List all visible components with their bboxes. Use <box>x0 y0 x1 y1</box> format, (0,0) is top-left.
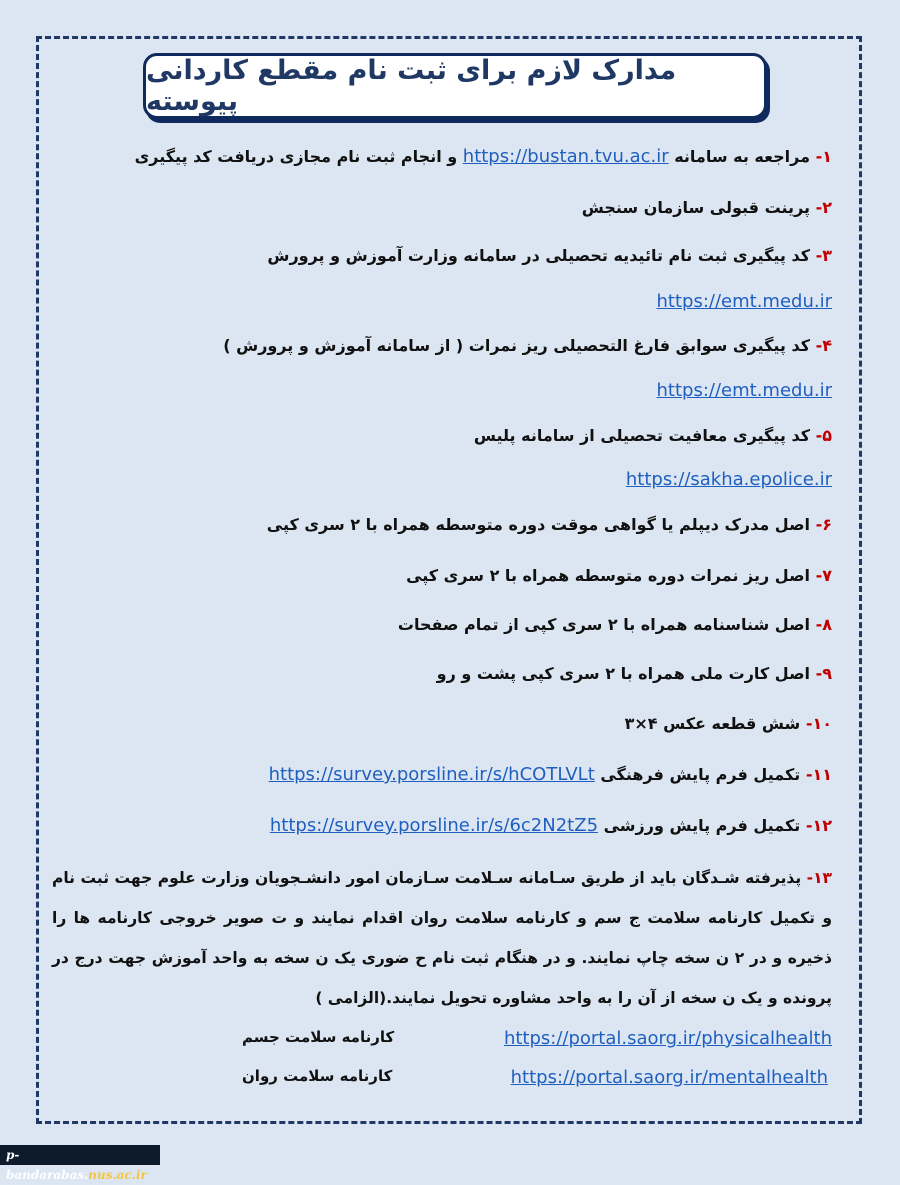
porsline-sport-link[interactable]: https://survey.porsline.ir/s/6c2N2tZ5 <box>269 815 599 836</box>
emt-link[interactable]: https://emt.medu.ir <box>656 291 832 312</box>
watermark-accent: nus.ac.ir <box>88 1168 147 1182</box>
item-number: ۶- <box>815 515 832 534</box>
item-text: تکمیل فرم پایش ورزشی <box>598 816 806 835</box>
item-number: ۱- <box>815 147 832 166</box>
item-number: ۴- <box>815 336 832 355</box>
epolice-link[interactable]: https://sakha.epolice.ir <box>625 469 832 490</box>
item-number: ۹- <box>815 664 832 683</box>
list-item-13 <box>52 858 832 1018</box>
item-number: ۷- <box>815 566 832 585</box>
list-item-7 <box>406 566 832 585</box>
mental-health-link[interactable]: https://portal.saorg.ir/mentalhealth <box>510 1067 828 1088</box>
item-text: پذیرفته شـدگان باید از طریق سـامانه سـلامت سـازمان امور دانشـجویان وزارت علوم جهت ثبت نام و تکمیل کارنامه سلامت ج سم و کارنامه سلامت روان اقدام نمایند و ت صویر خروجی کارنامه ها را ذخیره و در ۲ ن سخه چاپ نمایند. و در هنگام ثبت نام ح ضوری یک ن سخه به واحد آموزش جهت درج در پرونده و یک ن سخه از آن را به واحد مشاوره تحویل نمایند.(الزامی ) <box>52 869 832 1007</box>
list-item-11 <box>269 764 832 785</box>
watermark-prefix: p-bandarabas. <box>6 1148 89 1182</box>
item-text: شش قطعه عکس ۴×۳ <box>624 714 806 733</box>
item-number: ۳- <box>815 246 832 265</box>
list-item-1 <box>135 146 832 167</box>
porsline-culture-link[interactable]: https://survey.porsline.ir/s/hCOTLVLt <box>268 764 595 785</box>
list-item-9 <box>437 664 832 683</box>
item-text: اصل شناسنامه همراه با ۲ سری کپی از تمام صفحات <box>397 615 816 634</box>
physical-health-row <box>504 1028 832 1049</box>
site-watermark <box>0 1145 160 1182</box>
list-item-2 <box>582 198 832 217</box>
item-text: اصل مدرک دیپلم یا گواهی موقت دوره متوسطه همراه با ۲ سری کپی <box>266 515 816 534</box>
item-text: کد پیگیری ثبت نام تائیدیه تحصیلی در سامانه وزارت آموزش و پرورش <box>267 246 816 265</box>
item-text: پرینت قبولی سازمان سنجش <box>581 198 816 217</box>
item-text: کد پیگیری معافیت تحصیلی از سامانه پلیس <box>473 426 816 445</box>
item-text: کد پیگیری سوابق فارغ التحصیلی ریز نمرات ( از سامانه آموزش و پرورش ) <box>223 336 816 355</box>
list-item-10 <box>625 714 832 733</box>
item-number: ۵- <box>815 426 832 445</box>
item-number: ۸- <box>815 615 832 634</box>
bustan-link[interactable]: https://bustan.tvu.ac.ir <box>462 146 669 167</box>
item-number: ۱۰- <box>805 714 832 733</box>
item-number: ۱۲- <box>805 816 832 835</box>
list-item-8 <box>398 615 832 634</box>
title-box <box>143 53 767 119</box>
link-line-4 <box>657 380 832 401</box>
list-item-4 <box>223 336 832 355</box>
item-text: مراجعه به سامانه <box>668 147 816 166</box>
item-text: و انجام ثبت نام مجازی دریافت کد پیگیری <box>134 147 463 166</box>
mental-health-row <box>511 1067 828 1088</box>
list-item-5 <box>474 426 832 445</box>
item-number: ۱۱- <box>805 765 832 784</box>
item-text: اصل کارت ملی همراه با ۲ سری کپی پشت و رو <box>436 664 816 683</box>
physical-health-label: کارنامه سلامت جسم <box>242 1028 395 1046</box>
page-title: مدارک لازم برای ثبت نام مقطع کاردانی پیوسته <box>146 55 677 117</box>
item-number: ۲- <box>815 198 832 217</box>
item-text: تکمیل فرم پایش فرهنگی <box>594 765 806 784</box>
emt-link[interactable]: https://emt.medu.ir <box>656 380 832 401</box>
list-item-12 <box>270 815 832 836</box>
link-line-5 <box>626 469 832 490</box>
physical-health-link[interactable]: https://portal.saorg.ir/physicalhealth <box>503 1028 832 1049</box>
list-item-3 <box>267 246 832 265</box>
mental-health-label: کارنامه سلامت روان <box>242 1067 393 1085</box>
link-line-3 <box>657 291 832 312</box>
item-number: ۱۳- <box>806 869 832 887</box>
list-item-6 <box>267 515 832 534</box>
item-text: اصل ریز نمرات دوره متوسطه همراه با ۲ سری کپی <box>406 566 816 585</box>
